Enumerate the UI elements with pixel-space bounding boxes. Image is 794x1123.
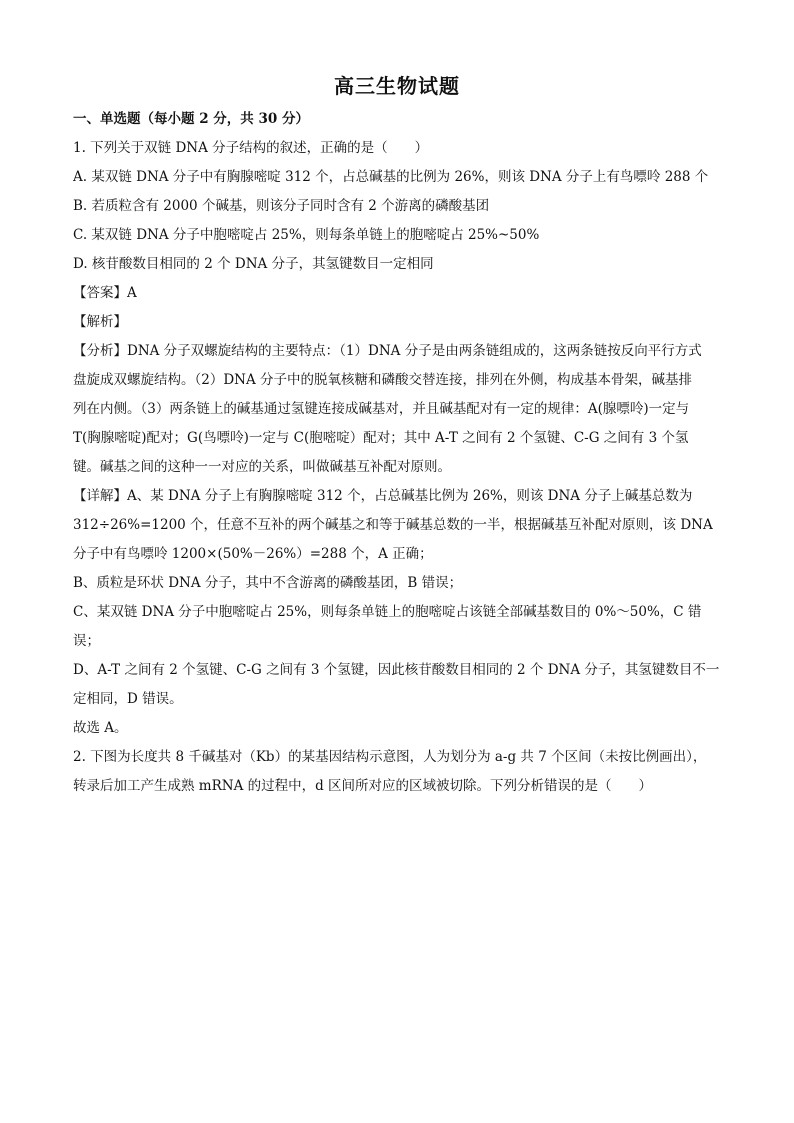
section-heading: 一、单选题（每小题 2 分，共 30 分） — [73, 111, 309, 127]
question-2-stem: 2. 下图为长度共 8 千碱基对（Kb）的某基因结构示意图，人为划分为 a-g 共 7 个区间（未按比例画出）， — [73, 749, 707, 765]
page-title: 高三生物试题 — [334, 74, 460, 98]
question-1-option-d: D. 核苷酸数目相同的 2 个 DNA 分子，其氢键数目一定相同 — [73, 256, 434, 272]
analysis-line: 键。碱基之间的这种一一对应的关系，叫做碱基互补配对原则。 — [73, 459, 451, 475]
question-2-stem: 转录后加工产生成熟 mRNA 的过程中，d 区间所对应的区域被切除。下列分析错误的是（ ） — [73, 778, 653, 794]
detail-line: 【详解】A、某 DNA 分子上有胸腺嘧啶 312 个，占总碱基比例为 26%，则该 DNA 分子上碱基总数为 — [73, 488, 693, 504]
question-1-analysis-label: 【解析】 — [73, 314, 127, 330]
detail-line: 312÷26%=1200 个，任意不互补的两个碱基之和等于碱基总数的一半，根据碱基互补配对原则，该 DNA — [73, 517, 713, 533]
question-1-option-c: C. 某双链 DNA 分子中胞嘧啶占 25%，则每条单链上的胞嘧啶占 25%~50% — [73, 227, 540, 243]
detail-line: B、质粒是环状 DNA 分子，其中不含游离的磷酸基团，B 错误； — [73, 575, 463, 591]
detail-line: 定相同，D 错误。 — [73, 691, 183, 707]
document-body — [73, 105, 723, 801]
analysis-line: 列在内侧。（3）两条链上的碱基通过氢键连接成碱基对，并且碱基配对有一定的规律：A(腺嘌呤)一定与 — [73, 401, 690, 417]
detail-line: 误； — [73, 633, 100, 649]
analysis-line: 【分析】DNA 分子双螺旋结构的主要特点：（1）DNA 分子是由两条链组成的，这两条链按反向平行方式 — [73, 343, 702, 359]
detail-line: 分子中有鸟嘌呤 1200×(50%－26%）=288 个，A 正确； — [73, 546, 433, 562]
analysis-line: 盘旋成双螺旋结构。（2）DNA 分子中的脱氧核糖和磷酸交替连接，排列在外侧，构成基本骨架，碱基排 — [73, 372, 693, 388]
question-1-answer: 【答案】A — [73, 285, 137, 301]
detail-line: C、某双链 DNA 分子中胞嘧啶占 25%，则每条单链上的胞嘧啶占该链全部碱基数目的 0%～50%，C 错 — [73, 604, 702, 620]
question-1-option-a: A. 某双链 DNA 分子中有胸腺嘧啶 312 个，占总碱基的比例为 26%，则该 DNA 分子上有鸟嘌呤 288 个 — [73, 169, 709, 185]
question-1-option-b: B. 若质粒含有 2000 个碱基，则该分子同时含有 2 个游离的磷酸基团 — [73, 198, 490, 214]
analysis-line: T(胸腺嘧啶)配对；G(鸟嘌呤)一定与 C(胞嘧啶）配对；其中 A-T 之间有 2 个氢键、C-G 之间有 3 个氢 — [73, 430, 689, 446]
detail-line: D、A-T 之间有 2 个氢键、C-G 之间有 3 个氢键，因此核苷酸数目相同的 2 个 DNA 分子，其氢键数目不一 — [73, 662, 720, 678]
question-1-stem: 1. 下列关于双链 DNA 分子结构的叙述，正确的是（ ） — [73, 140, 429, 156]
detail-line: 故选 A。 — [73, 720, 128, 736]
